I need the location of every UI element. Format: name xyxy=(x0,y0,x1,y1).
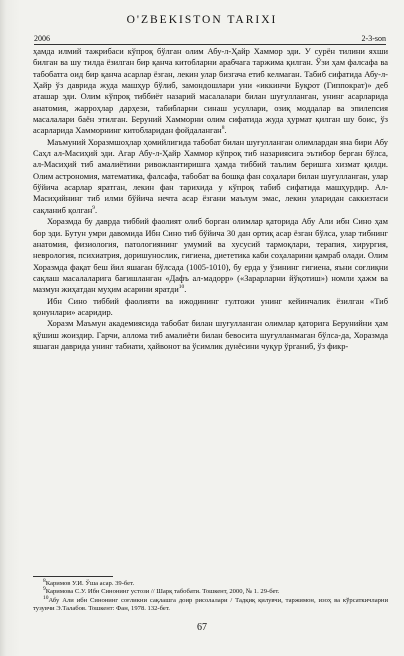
paragraph-5-text: Хоразм Маъмун академиясида табобат билан шуғулланган олимлар қаторига Берунийни ҳам қўшиш жоиздир. Гарчи, аллома тиб амалиёти билан бевосита шуғулланмаган бўлса-да, Хоразмда яшаган даврида унинг табиати, ҳайвонот ва ўсимлик дунёсини чуқур ўрганиб, ўз фикр- xyxy=(33,318,388,351)
paragraph-1-end: . xyxy=(224,125,227,136)
running-title: O'ZBEKISTON TARIXI xyxy=(126,14,278,26)
footnote-9 xyxy=(33,588,388,596)
footnote-9-text: Каримова С.У. Ибн Синонинг устози // Шарқ табобати. Тошкент, 2000, № 1. 29-бет. xyxy=(45,588,280,596)
issue-number: 2-3-son xyxy=(361,34,386,43)
footnote-8-text: Каримов У.И. Ўша асар. 39-бет. xyxy=(45,580,135,587)
footnote-ref-10: 10 xyxy=(178,284,185,291)
paragraph-3-end: . xyxy=(184,284,187,295)
paragraph-4 xyxy=(33,296,388,319)
footnote-8-number: 8 xyxy=(43,577,46,584)
paragraph-2 xyxy=(33,137,388,216)
paragraph-3 xyxy=(33,216,388,295)
paragraph-5 xyxy=(33,318,388,352)
paragraph-1 xyxy=(33,46,388,137)
paragraph-2-text: Маъмуний Хоразмшоҳлар ҳомийлигида табобат билан шуғулланган олимлардан яна бири Абу Саҳл ал-Масиҳий эди. Агар Абу-л-Ҳайр Хаммор кўпроқ тиб назариясига эътибор берган бўлса, ал-Масиҳий тиб амалиётини ривожлантиришга ҳамда тиббий таълим беришга хизмат қилди. Олим астрономия, математика, фалсафа, табобат ва бошқа фан соҳалари билан шуғулланган, улар бўйича асарлар яратган, лекин фан тарихида у кўпроқ табиб сифатида машҳурдир. Ал-Масиҳийнинг тиб илми бўйича нечта асар ёзгани маълум эмас, лекин уларидан саккизтаси сақланиб қолган xyxy=(33,136,388,215)
paragraph-3-text: Хоразмда бу даврда тиббий фаолият олиб борган олимлар қаторида Абу Али ибн Сино ҳам бор эди. Бутун умри давомида Ибн Сино тиб бўйича 30 дан ортиқ асар ёзган бўлса, улар тибнинг анатомия, физиология, патологиянинг умумий ва хусусий тармоқлари, терапия, хирургия, неврология, психиатрия, доришунослик, гигиена, диететика каби соҳаларини қамраб олади. Олим Хоразмда фақат беш йил яшаган бўлсада (1005-1010), бу ерда у ўзининг гигиена, яъни соғлиқни сақлаш масалаларига бағишланган «Дафъ ал-мадорр» («Зарарларни йўқотиш») номли ҳажм ва мазмун жиҳатдан муҳим асарини яратди xyxy=(33,216,388,295)
paragraph-2-end: . xyxy=(94,204,98,215)
footnote-10-number: 10 xyxy=(43,594,49,601)
footnote-10-text: Абу Али ибн Синонинг соғликни сақлашга доир рисолалари / Тадқиқ қилувчи, таржимон, изоҳ ва кўрсаткичларни тузувчи Э.Талабов. Тошкент: Фан, 1978. 132-бет. xyxy=(33,596,388,612)
body-text xyxy=(33,46,388,352)
footnote-ref-9: 9 xyxy=(92,205,95,211)
paragraph-4-text: Ибн Сино тиббий фаолияти ва ижодининг гултожи унинг кейинчалик ёзилган «Тиб қонунлари» асаридир. xyxy=(33,295,388,317)
footnote-10 xyxy=(33,594,388,614)
issue-year: 2006 xyxy=(34,34,50,43)
page-number: 67 xyxy=(197,622,207,633)
footnote-ref-8: 8 xyxy=(221,125,225,132)
issue-meta-line xyxy=(34,34,386,45)
footnote-9-number: 9 xyxy=(43,586,46,593)
footnotes xyxy=(33,576,388,613)
paragraph-1-text: ҳамда илмий тажрибаси кўпроқ бўлган олим Абу-л-Ҳайр Хаммор эди. У сурён тилини яхши билган ва шу тилда ёзилган бир қанча китобларни арабчага таржима қилган. Ўзи ҳам фалсафа ва табобатга оид бир қанча асарлар ёзган, лекин улар бизгача етиб келмаган. Табиб сифатида Абу-л-Ҳайр ўз даврида жуда машҳур бўлиб, замондошлари уни «иккинчи Буқрот (Гиппократ)» деб аташар эди. Олим кўпроқ тиббиёт назарий масалалари билан шуғулланган, унинг асарларида анатомия, жарроҳлар дарҳези, табибларни синаш усуллари, озиқ моддалар ва эпилепсия масалалари баён этилган. Беруний Хамморни олим сифатида жуда ҳурмат қилган шу боис, ўз асарларида Хамморнинг китобларидан фойдаланган xyxy=(33,46,388,136)
